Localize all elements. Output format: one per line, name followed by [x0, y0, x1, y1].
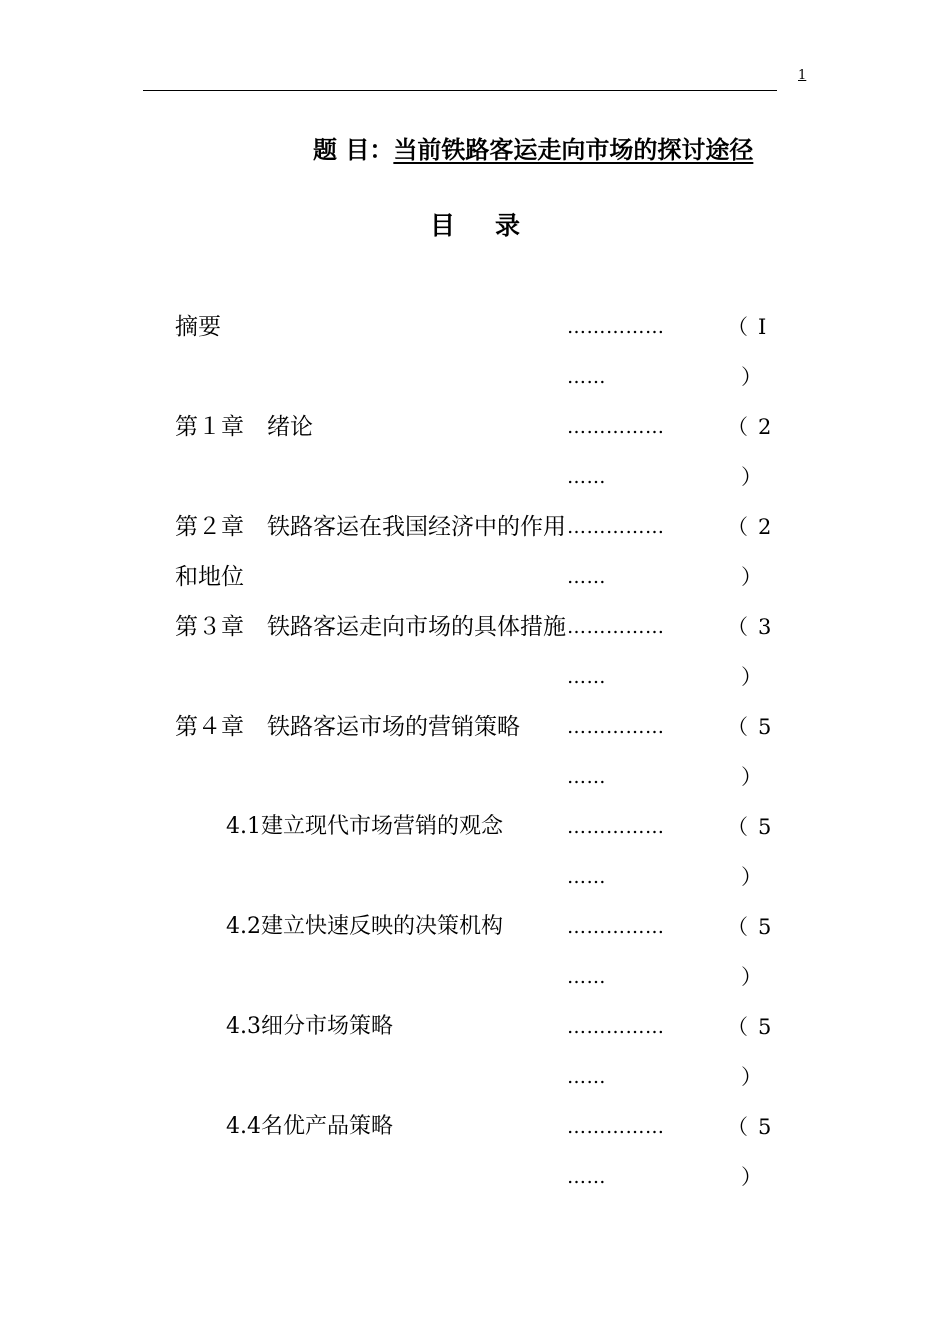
page-ref-close: ）: [741, 1065, 762, 1089]
title-value: 当前铁路客运走向市场的探讨途径: [393, 136, 754, 164]
toc-leader-dots: [567, 902, 697, 1002]
toc-entry[interactable]: [0, 1102, 950, 1202]
page-ref-close: ）: [741, 1165, 762, 1189]
toc-page-ref: [727, 502, 782, 602]
page-ref-close: ）: [741, 765, 762, 789]
toc-leader-dots: [567, 1002, 697, 1102]
toc-entry[interactable]: [0, 702, 950, 802]
page-ref-close: ）: [741, 365, 762, 389]
toc-page-ref: [727, 1102, 782, 1202]
page-ref-open: （5: [727, 1015, 782, 1039]
page-ref-open: （Ⅰ: [727, 315, 777, 339]
page-ref-open: （5: [727, 1115, 782, 1139]
leader-dots-line1: ……………: [567, 716, 665, 738]
toc-page-ref: [727, 902, 782, 1002]
leader-dots-line2: ……: [567, 866, 606, 888]
toc-page-ref: [727, 802, 782, 902]
toc-entry-label: 摘要: [175, 314, 221, 340]
toc-entry[interactable]: [0, 902, 950, 1002]
leader-dots-line1: ……………: [567, 616, 665, 638]
toc-page-ref: [727, 602, 782, 702]
toc-leader-dots: [567, 302, 697, 402]
document-title: [313, 134, 771, 166]
toc-entry[interactable]: [0, 802, 950, 902]
toc-leader-dots: [567, 402, 697, 502]
page-ref-open: （2: [727, 415, 782, 439]
page-ref-close: ）: [741, 865, 762, 889]
leader-dots-line1: ……………: [567, 1016, 665, 1038]
toc-page-ref: [727, 702, 782, 802]
toc-leader-dots: [567, 602, 697, 702]
toc-page-ref: [727, 402, 782, 502]
toc-leader-dots: [567, 1102, 697, 1202]
toc-entry-label: 4.3细分市场策略: [226, 1014, 393, 1039]
title-label: 题 目：: [313, 136, 394, 164]
leader-dots-line1: ……………: [567, 816, 665, 838]
toc-entry-label: 4.4名优产品策略: [226, 1114, 393, 1139]
page-ref-close: ）: [741, 465, 762, 489]
leader-dots-line2: ……: [567, 566, 606, 588]
toc-entry[interactable]: [0, 1002, 950, 1102]
leader-dots-line1: ……………: [567, 1116, 665, 1138]
page-number: 1: [798, 68, 807, 83]
toc-entry-label: 第４章 铁路客运市场的营销策略: [175, 714, 520, 740]
toc-page-ref: [727, 302, 777, 402]
page-ref-open: （5: [727, 715, 782, 739]
toc-heading: 目录: [430, 211, 561, 240]
toc-entry[interactable]: [0, 402, 950, 502]
page-ref-open: （3: [727, 615, 782, 639]
leader-dots-line2: ……: [567, 466, 606, 488]
toc-entry[interactable]: [0, 602, 950, 702]
leader-dots-line2: ……: [567, 766, 606, 788]
page-ref-close: ）: [741, 965, 762, 989]
header-rule: [143, 90, 777, 91]
toc-entry-label: 4.2建立快速反映的决策机构: [226, 914, 503, 939]
leader-dots-line2: ……: [567, 366, 606, 388]
leader-dots-line1: ……………: [567, 416, 665, 438]
leader-dots-line1: ……………: [567, 516, 665, 538]
leader-dots-line1: ……………: [567, 916, 665, 938]
toc-leader-dots: [567, 802, 697, 902]
leader-dots-line1: ……………: [567, 316, 665, 338]
toc-leader-dots: [567, 502, 697, 602]
leader-dots-line2: ……: [567, 1066, 606, 1088]
toc-entry[interactable]: [0, 502, 950, 602]
toc-entry-label: 第３章 铁路客运走向市场的具体措施: [175, 614, 566, 640]
leader-dots-line2: ……: [567, 666, 606, 688]
page-ref-close: ）: [741, 565, 762, 589]
page-ref-open: （5: [727, 915, 782, 939]
page-ref-close: ）: [741, 665, 762, 689]
leader-dots-line2: ……: [567, 1166, 606, 1188]
toc-entry-label: 第２章 铁路客运在我国经济中的作用和地位: [175, 514, 566, 590]
page-ref-open: （2: [727, 515, 782, 539]
toc-entry-label: 4.1建立现代市场营销的观念: [226, 814, 503, 839]
leader-dots-line2: ……: [567, 966, 606, 988]
toc-entry-label: 第１章 绪论: [175, 414, 313, 440]
page-ref-open: （5: [727, 815, 782, 839]
toc-page-ref: [727, 1002, 782, 1102]
toc-leader-dots: [567, 702, 697, 802]
toc-entry[interactable]: [0, 302, 950, 402]
